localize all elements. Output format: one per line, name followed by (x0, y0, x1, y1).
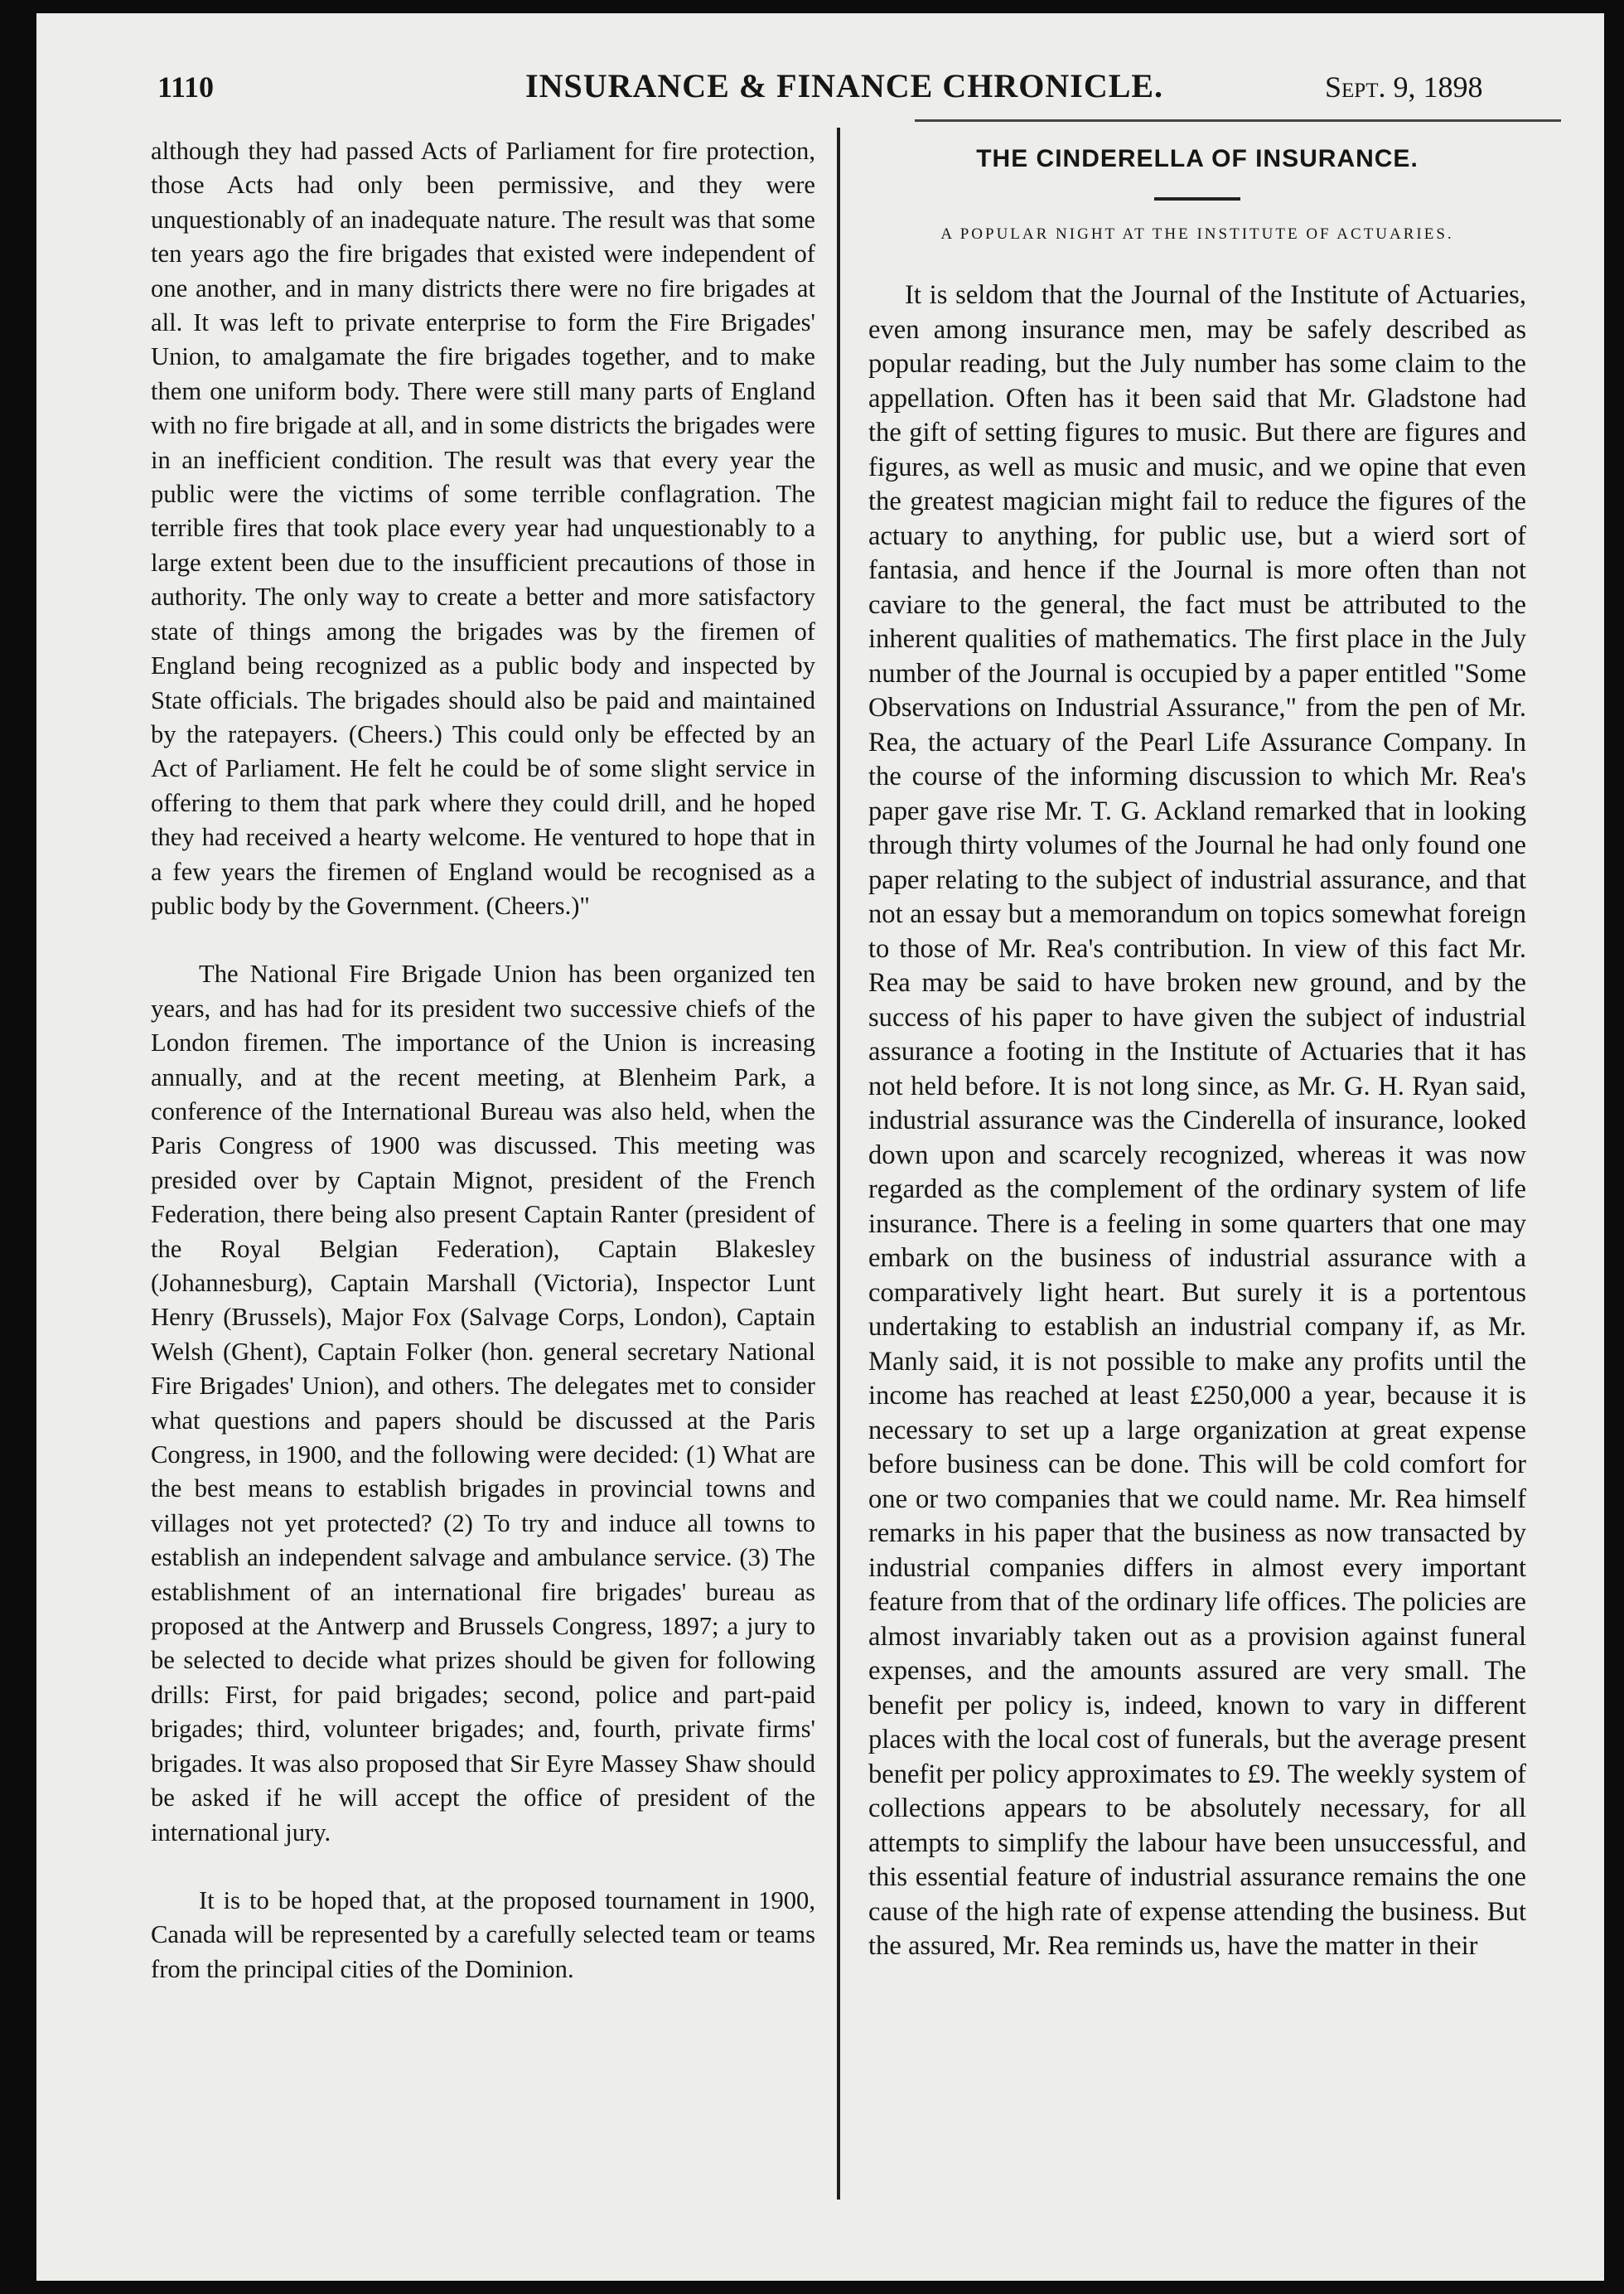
left-column (151, 134, 815, 1987)
column-divider (837, 128, 840, 2200)
journal-title: INSURANCE & FINANCE CHRONICLE. (525, 67, 1164, 104)
header-rule (915, 119, 1561, 122)
issue-date: Sept. 9, 1898 (1325, 70, 1483, 104)
article-body: It is seldom that the Journal of the Institute of Actuaries, even among insurance men, may be safely described as popular reading, but the July number has some claim to the appellation. Often has it been said that Mr. Gladstone had the gift of setting figures to music. But there are figures and figures, as well as music and music, and we opine that even the greatest magician might fail to reduce the figures of the actuary to anything, for public use, but a wierd sort of fantasia, and hence if the Journal is more often than not caviare to the general, the fact must be attributed to the inherent qualities of mathematics. The first place in the July number of the Journal is occupied by a paper entitled "Some Observations on Industrial Assurance," from the pen of Mr. Rea, the actuary of the Pearl Life Assurance Company. In the course of the informing discussion to which Mr. Rea's paper gave rise Mr. T. G. Ackland remarked that in looking through thirty volumes of the Journal he had only found one paper relating to the subject of industrial assurance, and that not an essay but a memorandum on topics somewhat foreign to those of Mr. Rea's contribution. In view of this fact Mr. Rea may be said to have broken new ground, and by the success of his paper to have given the subject of industrial assurance a footing in the Institute of Actuaries that it has not held before. It is not long since, as Mr. G. H. Ryan said, industrial assurance was the Cinderella of insurance, looked down upon and scarcely recognized, whereas it was now regarded as the complement of the ordinary system of life insurance. There is a feeling in some quarters that one may embark on the business of industrial assurance with a comparatively light heart. But surely it is a portentous undertaking to establish an industrial company if, as Mr. Manly said, it is not possible to make any profits until the income has reached at least £250,000 a year, because it is necessary to set up a large organization at great expense before business can be done. This will be cold comfort for one or two companies that we could name. Mr. Rea himself remarks in his paper that the business as now transacted by industrial companies differs in almost every important feature from that of the ordinary life offices. The policies are almost invariably taken out as a provision against funeral expenses, and the amounts assured are very small. The benefit per policy is, indeed, known to vary in different places with the local cost of funerals, but the average present benefit per policy approximates to £9. The weekly system of collections appears to be absolutely necessary, for all attempts to simplify the labour have been unsuccessful, and this essential feature of industrial assurance remains the one cause of the high rate of expense attending the business. But the assured, Mr. Rea reminds us, have the matter in their (868, 280, 1526, 1961)
right-column (868, 129, 1526, 1964)
paragraph-speech-conclusion: although they had passed Acts of Parliament for fire protection, those Acts had only been permissive, and they were unquestionably of an inadequate nature. The result was that some ten years ago the fire brigades that existed were independent of one another, and in many districts there were no fire brigades at all. It was left to private enterprise to form the Fire Brigades' Union, to amalgamate the fire brigades together, and to make them one uniform body. There were still many parts of England with no fire brigade at all, and in some districts the brigades were in an inefficient condition. The result was that every year the public were the victims of some terrible conflagration. The terrible fires that took place every year had unquestionably to a large extent been due to the insufficient precautions of those in authority. The only way to create a better and more satisfactory state of things among the brigades was by the firemen of England being recognized as a public body and inspected by State officials. The brigades should also be paid and maintained by the ratepayers. (Cheers.) This could only be effected by an Act of Parliament. He felt he could be of some slight service in offering to them that park where they could drill, and he hoped they had received a hearty welcome. He ventured to hope that in a few years the firemen of England would be recognised as a public body by the Government. (Cheers.)" (151, 137, 815, 920)
title-rule (1154, 197, 1240, 201)
article-subtitle: A POPULAR NIGHT AT THE INSTITUTE OF ACTUARIES. (940, 225, 1454, 243)
scanned-page (36, 13, 1604, 2281)
paragraph-canada-hope: It is to be hoped that, at the proposed tournament in 1900, Canada will be represented by a carefully selected team or teams from the principal cities of the Dominion. (151, 1885, 815, 1983)
article-title: THE CINDERELLA OF INSURANCE. (976, 145, 1419, 172)
page-header (36, 13, 1604, 113)
paragraph-union-report: The National Fire Brigade Union has been organized ten years, and has had for its president two successive chiefs of the London firemen. The importance of the Union is increasing annually, and at the recent meeting, at Blenheim Park, a conference of the International Bureau was also held, when the Paris Congress of 1900 was discussed. This meeting was presided over by Captain Mignot, president of the French Federation, there being also present Captain Ranter (president of the Royal Belgian Federation), Captain Blakesley (Johannesburg), Captain Marshall (Victoria), Inspector Lunt Henry (Brussels), Major Fox (Salvage Corps, London), Captain Welsh (Ghent), Captain Folker (hon. general secretary National Fire Brigades' Union), and others. The delegates met to consider what questions and papers should be discussed at the Paris Congress, in 1900, and the following were decided: (1) What are the best means to establish brigades in provincial towns and villages not yet protected? (2) To try and induce all towns to establish an independent salvage and ambulance service. (3) The establishment of an international fire brigades' bureau as proposed at the Antwerp and Brussels Congress, 1897; a jury to be selected to decide what prizes should be given for following drills: First, for paid brigades; second, police and part-paid brigades; third, volunteer brigades; and, fourth, private firms' brigades. It was also proposed that Sir Eyre Massey Shaw should be asked if he will accept the office of president of the international jury. (151, 960, 815, 1846)
page-number: 1110 (157, 70, 215, 104)
